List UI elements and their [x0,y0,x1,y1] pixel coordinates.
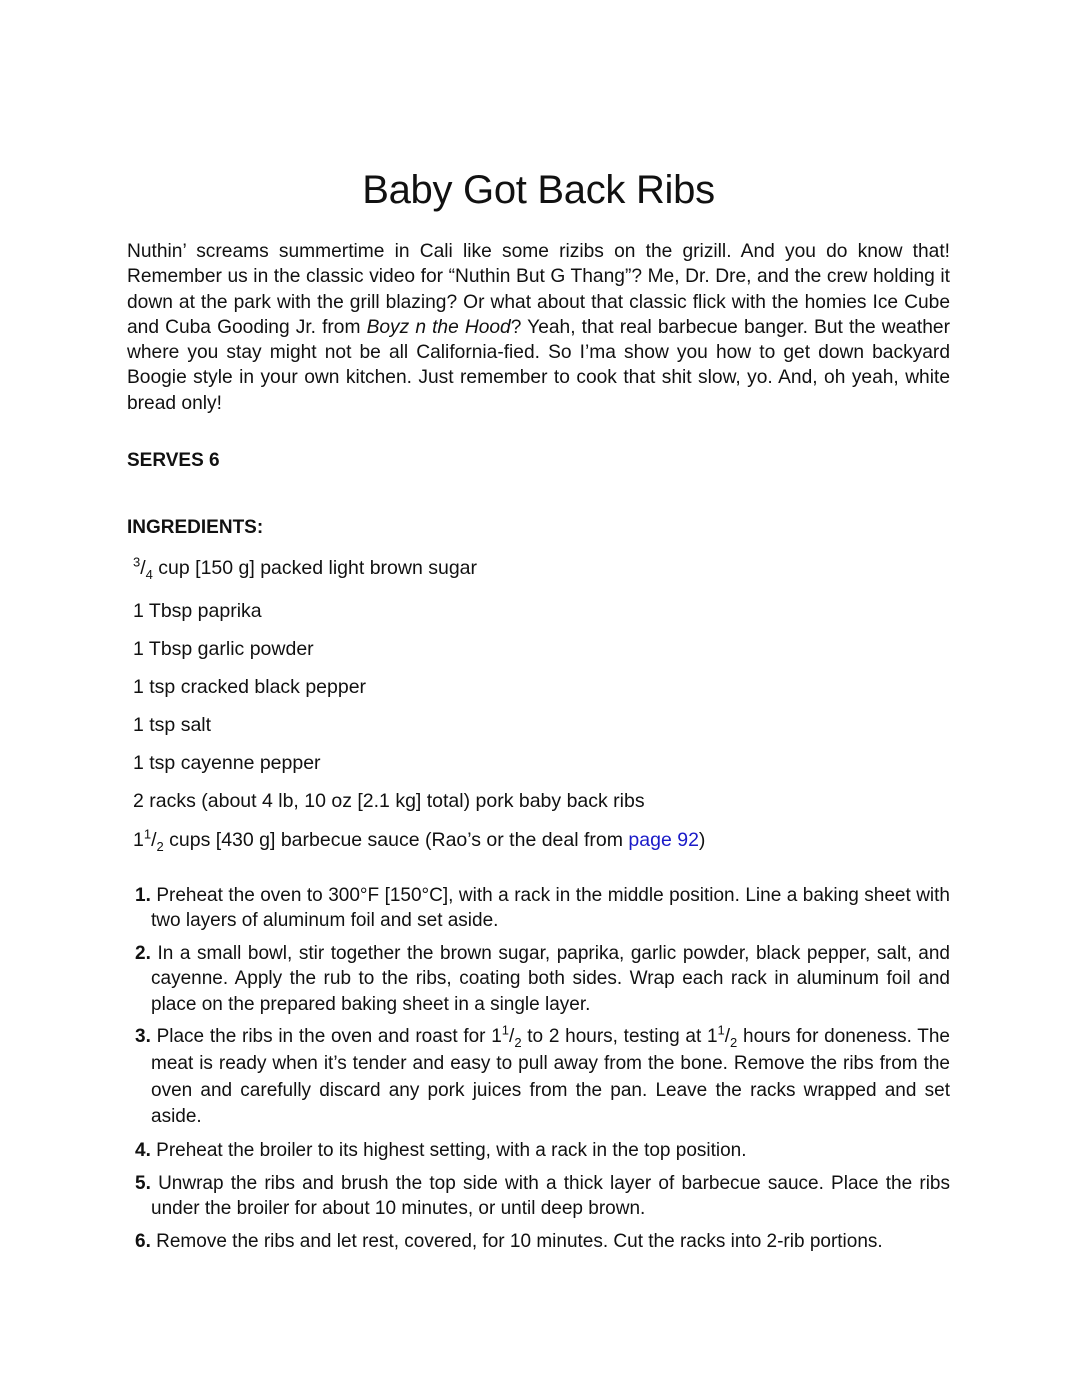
fraction-denominator: 2 [514,1035,522,1051]
step-4 [135,1138,950,1163]
step-text: Unwrap the ribs and brush the top side with a thick layer of barbecue sauce. Place the ribs under the broiler for about 10 minutes, or until deep brown. [151,1173,950,1220]
intro-text-2: ? Yeah, that real barbecue banger. But the weather where you stay might not be all California-fied. So I’ma show you how to get down backyard Boogie style in your own kitchen. Just remember to cook that shit slow, yo. And, oh yeah, white bread only! [127,316,950,414]
fraction-numerator: 1 [717,1023,725,1039]
step-text: Preheat the broiler to its highest setting, with a rack in the top position. [156,1140,747,1162]
ingredients-heading: INGREDIENTS: [127,517,264,538]
ingredient-item: 1 tsp cracked black pepper [133,676,367,698]
method-steps [135,883,950,1262]
fraction-denominator: 2 [156,838,164,854]
step-number: 6. [135,1231,151,1253]
ingredient-item: 1 Tbsp paprika [133,600,262,622]
recipe-title: Baby Got Back Ribs [362,168,715,212]
step-number: 4. [135,1140,151,1162]
step-text: Place the ribs in the oven and roast for 1 [156,1026,502,1048]
ingredient-text: cup [150 g] packed light brown sugar [152,557,478,579]
step-text: In a small bowl, stir together the brown sugar, paprika, garlic powder, black pepper, salt, and cayenne. Apply the rub to the ribs, coating both sides. Wrap each rack in aluminum foil and place on the prepared baking sheet in a single layer. [151,943,950,1015]
ingredient-item: 1 tsp cayenne pepper [133,752,321,774]
ingredient-item: 1 tsp salt [133,714,212,736]
fraction-numerator: 3 [133,554,141,570]
step-6 [135,1229,950,1254]
intro-text-1: Nuthin’ screams summertime in Cali like some rizibs on the grizill. And you do know that! Remember us in the classic video for “Nuthin But G Thang”? Me, Dr. Dre, and the crew holding it down at the park with the grill blazing? Or what about that classic flick with the homies Ice Cube and Cuba Gooding Jr. from [127,241,950,338]
intro-paragraph [127,239,950,416]
step-2 [135,941,950,1017]
step-text: Preheat the oven to 300°F [150°C], with a rack in the middle position. Line a baking sheet with two layers of aluminum foil and set aside. [151,885,950,932]
ingredient-item: 2 racks (about 4 lb, 10 oz [2.1 kg] total) pork baby back ribs [133,790,645,812]
step-number: 5. [135,1173,151,1195]
ingredient-item: 1 Tbsp garlic powder [133,638,314,660]
step-text: Remove the ribs and let rest, covered, for 10 minutes. Cut the racks into 2-rib portions. [156,1231,883,1253]
step-3: 3. Place the ribs in the oven and roast for $1^1/_2$ to 2 hours, testing at $1^1/_2$ hours for doneness. The meat is ready when it’s tender and easy to pull away from the bone. Remove the ribs from the oven and carefully discard any pork juices from the pan. Leave the racks wrapped and set aside. [135,1023,950,1128]
fraction-whole: 1 [133,829,144,851]
step-number: 2. [135,943,151,965]
step-number: 1. [135,885,151,906]
step-1 [135,883,950,934]
step-5 [135,1171,950,1222]
step-text: hours for doneness. The meat is ready when it’s tender and easy to pull away from the bone. Remove the ribs from the oven and carefully discard any pork juices from the pan. Leave the racks wrapped and set aside. [151,1026,950,1128]
fraction-denominator: 2 [730,1035,738,1051]
page-92-link[interactable]: page 92 [628,829,699,851]
serves-heading: SERVES 6 [127,450,220,471]
fraction-denominator: 4 [145,566,153,582]
ingredient-item: $^3/_4$ cup [150 g] packed light brown sugar [133,554,478,582]
fraction-numerator: 1 [143,826,152,842]
intro-movie-title: Boyz n the Hood [366,316,511,338]
fraction-numerator: 1 [501,1023,510,1039]
step-text: to 2 hours, testing at 1 [521,1026,718,1048]
ingredient-text: ) [698,829,706,851]
ingredient-item: $1^1/_2$ cups [430 g] barbecue sauce (Rao’s or the deal from page 92) [133,826,706,854]
step-number: 3. [135,1026,151,1048]
ingredient-text: cups [430 g] barbecue sauce (Rao’s or the deal from [163,829,629,851]
